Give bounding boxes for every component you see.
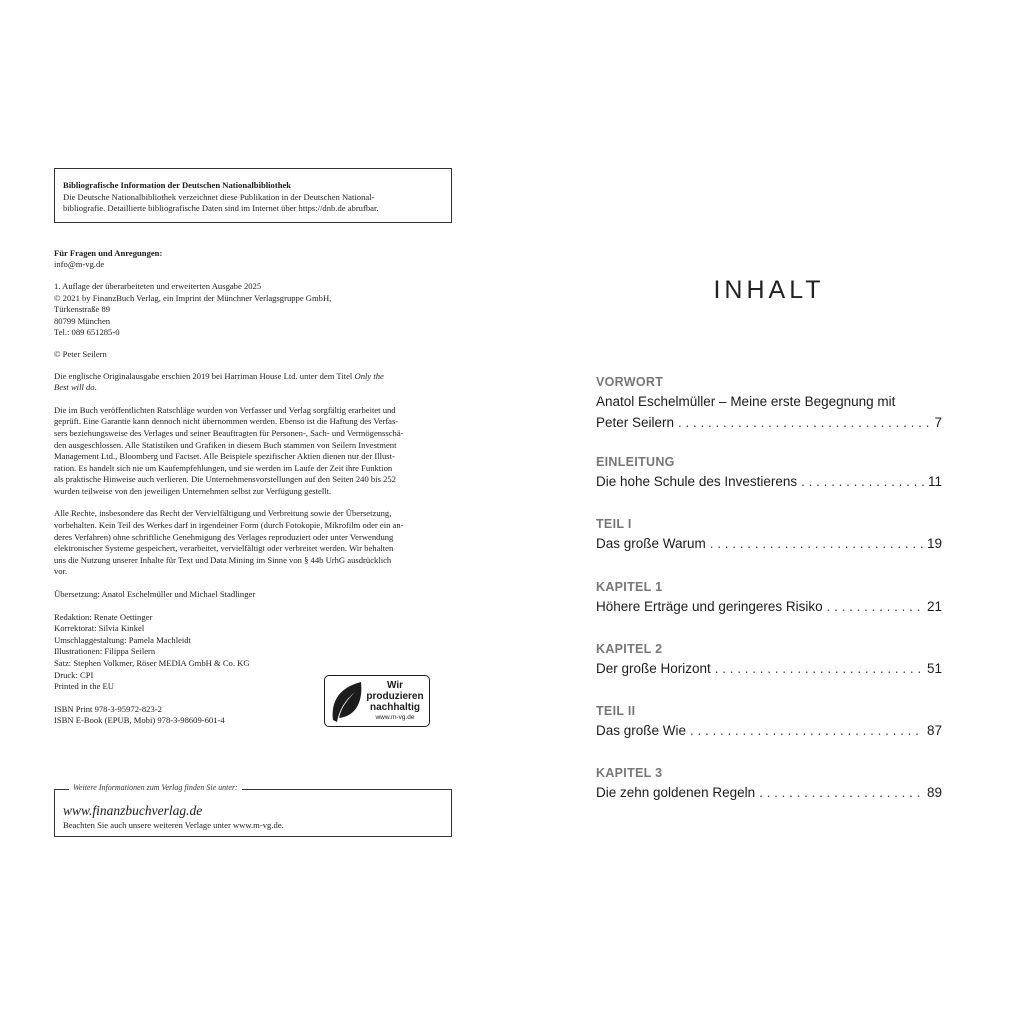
toc-page-number: 11 [927, 474, 942, 489]
disclaimer-line: den ausgeschlossen. Alle Statistiken und Grafiken in diesem Buch stammen von Seilern Investment [54, 439, 397, 450]
toc-leader-dots [715, 658, 923, 679]
credit-line: Printed in the EU [54, 681, 114, 692]
disclaimer-line: ration. Es handelt sich nie um Kaufempfehlungen, und sie werden im Laufe der Zeit ihre Funktion [54, 462, 393, 473]
disclaimer-line: Management Ltd., Bloomberg und Factset. Alle Beispiele spezifischer Aktien dienen nur der Illust- [54, 451, 395, 462]
toc-entry-title: Die zehn goldenen Regeln [596, 785, 756, 800]
toc-entry[interactable] [596, 471, 942, 492]
publisher-info-box [54, 783, 452, 837]
original-title-part: Only the [354, 370, 384, 381]
toc-heading: TEIL I [596, 517, 632, 531]
original-edition-end: . [94, 382, 97, 393]
disclaimer-block [54, 405, 452, 498]
toc-page-number: 19 [926, 536, 942, 551]
toc-entry-title: Die hohe Schule des Investierens [596, 474, 798, 489]
bibliography-text-line: bibliografie. Detaillierte bibliografische Daten sind im Internet über https://dnb.de abrufbar. [63, 203, 379, 214]
badge-url: www.m-vg.de [375, 713, 415, 721]
toc-entry-title: Peter Seilern [596, 415, 675, 430]
bibliography-title: Bibliografische Information der Deutschen Nationalbibliothek [63, 180, 292, 190]
badge-line1: Wir produzieren [366, 679, 424, 702]
isbn-print: ISBN Print 978-3-95972-823-2 [54, 703, 162, 714]
toc-heading: TEIL II [596, 704, 636, 718]
edition-line: © 2021 by FinanzBuch Verlag, ein Imprint der Münchner Verlagsgruppe GmbH, [54, 292, 332, 303]
credit-line: Illustrationen: Filippa Seilern [54, 646, 156, 657]
toc-section [596, 703, 942, 741]
edition-line: Tel.: 089 651285-0 [54, 327, 120, 338]
toc-entry[interactable] [596, 596, 942, 617]
author-copyright: © Peter Seilern [54, 348, 107, 359]
toc-leader-dots [690, 720, 923, 741]
toc-entry[interactable] [596, 412, 942, 433]
disclaimer-line: wurden teilweise von den jeweiligen Unternehmen selbst zur Verfügung gestellt. [54, 485, 332, 496]
toc-page-number: 51 [926, 661, 942, 676]
toc-leader-dots [678, 412, 930, 433]
rights-line: deres Verfahren) ohne schriftliche Genehmigung des Verlages reproduziert oder unter Verwendung [54, 531, 394, 542]
toc-entry[interactable] [596, 782, 942, 803]
toc-heading: KAPITEL 3 [596, 766, 663, 780]
isbn-ebook: ISBN E-Book (EPUB, Mobi) 978-3-98609-601-4 [54, 715, 225, 726]
toc-leader-dots [710, 533, 923, 554]
original-edition-text: Die englische Originalausgabe erschien 2019 bei Harriman House Ltd. unter dem Titel [54, 370, 353, 381]
toc-leader-dots [827, 596, 923, 617]
contact-label: Für Fragen und Anregungen: [54, 247, 163, 258]
toc-entry[interactable] [596, 533, 942, 554]
toc-heading: KAPITEL 1 [596, 580, 663, 594]
original-title-part: Best will do [54, 382, 95, 393]
publisher-url[interactable]: www.finanzbuchverlag.de [63, 803, 203, 818]
toc-section [596, 454, 942, 492]
edition-line: Türkenstraße 89 [54, 304, 111, 315]
sustainability-badge [324, 675, 430, 727]
toc-entry-title: Das große Warum [596, 536, 706, 551]
toc-page-number: 7 [934, 415, 942, 430]
edition-line: 80799 München [54, 315, 111, 326]
credit-line: Druck: CPI [54, 669, 94, 680]
toc-entry-title: Das große Wie [596, 723, 687, 738]
credit-line: Korrektorat: Silvia Kinkel [54, 623, 145, 634]
credit-line: Umschlaggestaltung: Pamela Machleidt [54, 634, 191, 645]
toc-title: INHALT [713, 276, 825, 304]
rights-line: uns die Nutzung unserer Inhalte für Text und Data Mining im Sinne von § 44b UrhG ausdrücklich [54, 554, 392, 565]
disclaimer-line: sers beziehungsweise des Verlages und seiner Beauftragten für Personen-, Sach- und Vermögensschä- [54, 427, 404, 438]
toc-entry[interactable] [596, 720, 942, 741]
toc-section [596, 641, 942, 679]
rights-line: vor. [54, 566, 68, 577]
toc-entry-line: Anatol Eschelmüller – Meine erste Begegnung mit [596, 394, 896, 409]
publisher-info-legend: Weitere Informationen zum Verlag finden Sie unter: [69, 783, 242, 792]
toc-entry[interactable] [596, 658, 942, 679]
publisher-also-note: Beachten Sie auch unsere weiteren Verlage unter www.m-vg.de. [63, 820, 284, 830]
credit-line: Satz: Stephen Volkmer, Röser MEDIA GmbH & Co. KG [54, 658, 250, 668]
rights-line: Alle Rechte, insbesondere das Recht der Vervielfältigung und Verbreitung sowie der Übersetzung, [54, 508, 392, 519]
original-edition-note [54, 371, 452, 394]
bibliography-box [54, 168, 452, 223]
toc-page-number: 21 [926, 599, 942, 614]
credit-line: Redaktion: Renate Oettinger [54, 611, 153, 622]
toc-heading: VORWORT [596, 375, 664, 389]
toc-entry-title: Der große Horizont [596, 661, 711, 676]
contact-email: info@m-vg.de [54, 259, 105, 270]
toc-leader-dots [801, 471, 924, 492]
disclaimer-line: geprüft. Eine Garantie kann dennoch nicht übernommen werden. Ebenso ist die Haftung des Verfas- [54, 416, 399, 427]
toc-page-number: 89 [926, 785, 942, 800]
toc-heading: EINLEITUNG [596, 455, 675, 469]
rights-line: elektronischer Systeme gespeichert, verarbeitet, vervielfältigt oder verbreitet werden. Wir behalten [54, 543, 394, 554]
contact-block [54, 248, 452, 271]
rights-block [54, 508, 452, 578]
disclaimer-line: Die im Buch veröffentlichten Ratschläge wurden von Verfasser und Verlag sorgfältig erarbeitet und [54, 404, 396, 415]
edition-block [54, 281, 452, 339]
toc-entry-title: Höhere Erträge und geringeres Risiko [596, 599, 823, 614]
disclaimer-line: als praktische Hinweise auch verlieren. Die Unternehmensvorstellungen auf den Seiten 240 bis 252 [54, 474, 396, 485]
edition-line: 1. Auflage der überarbeiteten und erweiterten Ausgabe 2025 [54, 280, 262, 291]
imprint-page [54, 168, 452, 727]
toc-page-number: 87 [926, 723, 942, 738]
toc-leader-dots [759, 782, 923, 803]
toc-section [596, 516, 942, 554]
translation-credit: Übersetzung: Anatol Eschelmüller und Michael Stadlinger [54, 589, 256, 600]
bibliography-text-line: Die Deutsche Nationalbibliothek verzeichnet diese Publikation in der Deutschen National- [63, 191, 375, 202]
badge-line2: nachhaltig [369, 701, 420, 713]
toc-section [596, 765, 942, 803]
rights-line: vorbehalten. Kein Teil des Werkes darf in irgendeiner Form (durch Fotokopie, Mikrofilm oder ein an- [54, 520, 404, 531]
toc-section [596, 579, 942, 617]
toc-section [596, 374, 942, 433]
toc-heading: KAPITEL 2 [596, 642, 663, 656]
